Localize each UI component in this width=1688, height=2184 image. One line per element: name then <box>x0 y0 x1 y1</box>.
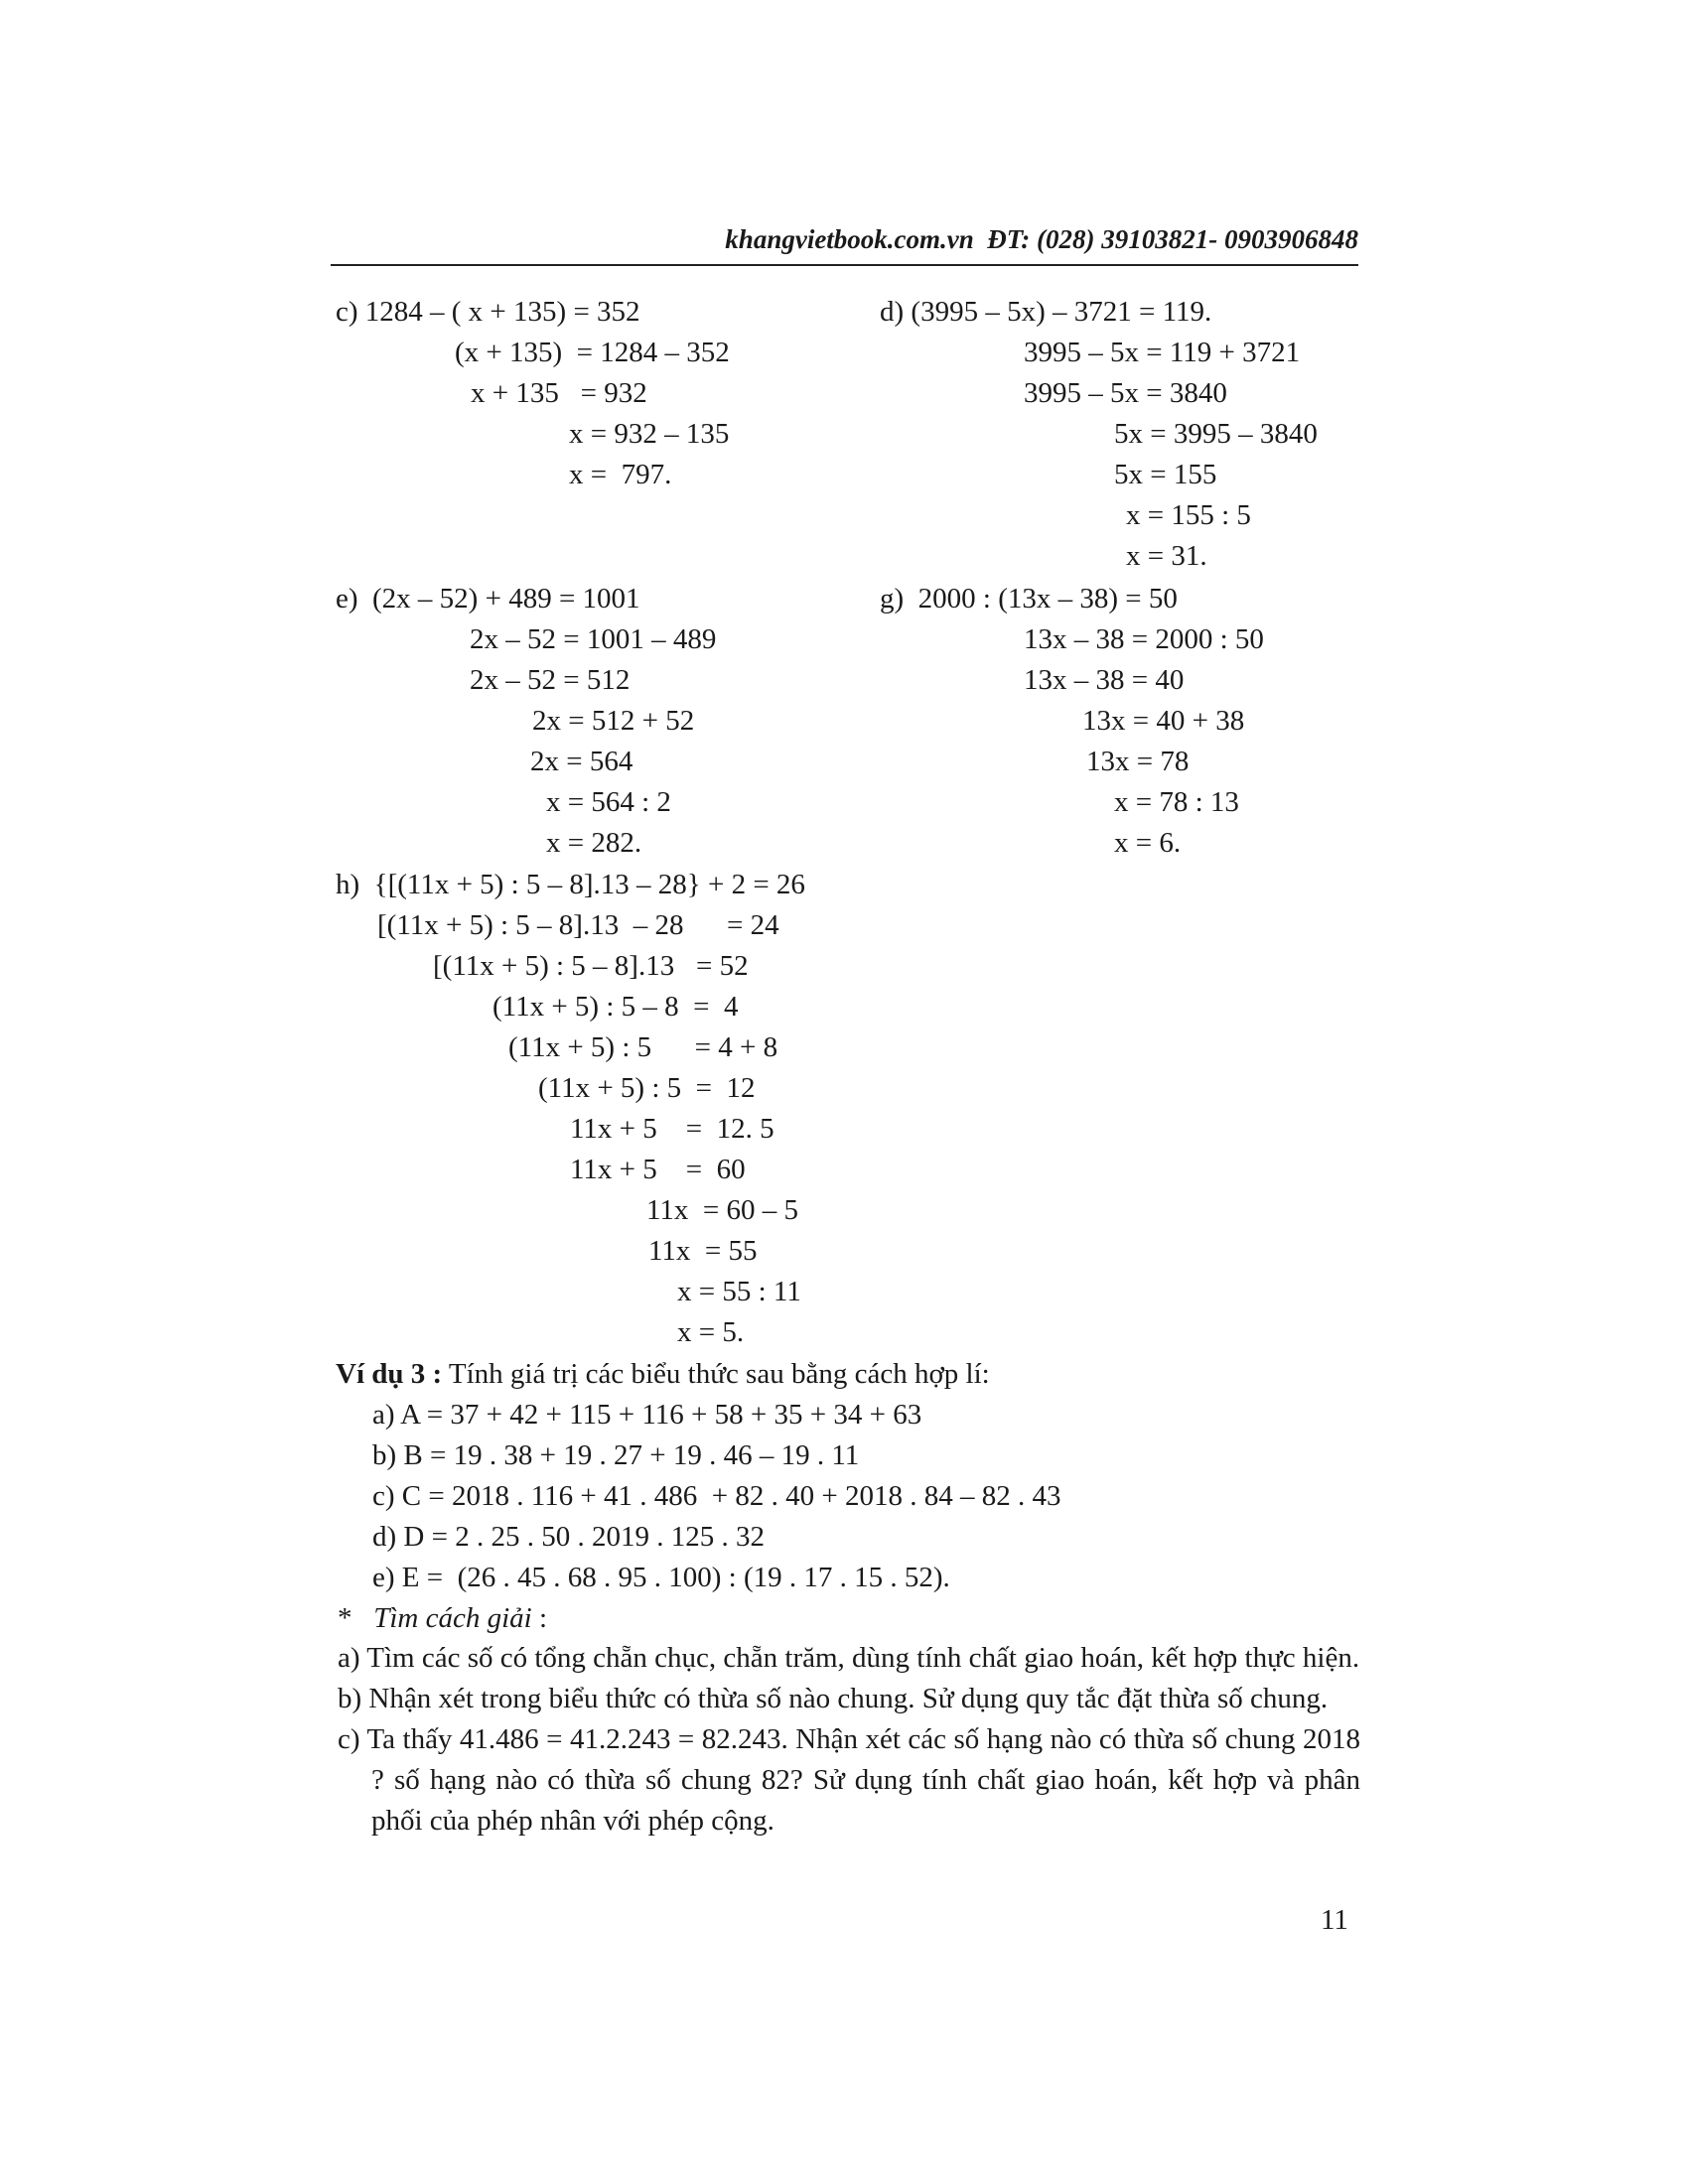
step-line: x = 5. <box>677 1316 745 1348</box>
star-marker: * <box>338 1602 352 1634</box>
example-item: a) A = 37 + 42 + 115 + 116 + 58 + 35 + 34 + 63 <box>372 1399 922 1431</box>
step-line: 2x = 564 <box>530 746 633 777</box>
step-line: 5x = 155 <box>1114 459 1217 490</box>
example-item: d) D = 2 . 25 . 50 . 2019 . 125 . 32 <box>372 1521 765 1553</box>
step-line: 11x = 55 <box>648 1235 758 1267</box>
example-3-title: Ví dụ 3 : <box>336 1358 443 1390</box>
hint-c: c) Ta thấy 41.486 = 41.2.243 = 82.243. Nhận xét các số hạng nào có thừa số chung 2018 ? số hạng nào có thừa số chung 82? Sử dụng tính chất giao hoán, kết hợp và phân phối của phép nhân với phép cộng. <box>338 1723 1360 1837</box>
example-item: e) E = (26 . 45 . 68 . 95 . 100) : (19 . 17 . 15 . 52). <box>372 1562 950 1593</box>
step-line: 3995 – 5x = 3840 <box>1024 377 1227 409</box>
step-line: 11x + 5 = 60 <box>570 1154 746 1185</box>
step-line: h) {[(11x + 5) : 5 – 8].13 – 28} + 2 = 26 <box>336 869 805 900</box>
step-line: x = 6. <box>1114 827 1182 859</box>
step-line: g) 2000 : (13x – 38) = 50 <box>880 583 1178 614</box>
step-line: x = 55 : 11 <box>677 1276 801 1307</box>
hint-b: b) Nhận xét trong biểu thức có thừa số nào chung. Sử dụng quy tắc đặt thừa số chung. <box>338 1683 1329 1714</box>
step-line: c) 1284 – ( x + 135) = 352 <box>336 296 640 328</box>
step-line: (11x + 5) : 5 – 8 = 4 <box>492 991 739 1023</box>
step-line: (x + 135) = 1284 – 352 <box>455 337 730 368</box>
step-line: d) (3995 – 5x) – 3721 = 119. <box>880 296 1212 328</box>
step-line: (11x + 5) : 5 = 4 + 8 <box>508 1031 778 1063</box>
step-line: x = 932 – 135 <box>569 418 730 450</box>
step-line: 13x = 78 <box>1086 746 1190 777</box>
step-line: x = 282. <box>546 827 642 859</box>
step-line: 13x – 38 = 40 <box>1024 664 1185 696</box>
step-line: x + 135 = 932 <box>471 377 647 409</box>
example-3-heading <box>336 1357 990 1391</box>
step-line: 13x – 38 = 2000 : 50 <box>1024 623 1264 655</box>
header-site: khangvietbook.com.vn <box>725 224 974 254</box>
step-line: [(11x + 5) : 5 – 8].13 – 28 = 24 <box>377 909 779 941</box>
page-number: 11 <box>1321 1904 1348 1936</box>
step-line: 3995 – 5x = 119 + 3721 <box>1024 337 1301 368</box>
step-line: 5x = 3995 – 3840 <box>1114 418 1318 450</box>
solution-heading-text: Tìm cách giải <box>373 1602 532 1634</box>
step-line: [(11x + 5) : 5 – 8].13 = 52 <box>433 950 749 982</box>
step-line: 2x = 512 + 52 <box>532 705 695 737</box>
step-line: 13x = 40 + 38 <box>1082 705 1245 737</box>
step-line: x = 155 : 5 <box>1126 499 1251 531</box>
step-line: x = 564 : 2 <box>546 786 671 818</box>
step-line: 11x = 60 – 5 <box>646 1194 799 1226</box>
step-line: x = 31. <box>1126 540 1207 572</box>
header-phone: ĐT: (028) 39103821- 0903906848 <box>987 224 1358 254</box>
step-line: x = 797. <box>569 459 672 490</box>
step-line: x = 78 : 13 <box>1114 786 1239 818</box>
solution-hints <box>338 1638 1360 1842</box>
step-line: 2x – 52 = 512 <box>470 664 631 696</box>
step-line: (11x + 5) : 5 = 12 <box>538 1072 756 1104</box>
page-header <box>331 224 1358 266</box>
step-line: e) (2x – 52) + 489 = 1001 <box>336 583 640 614</box>
example-item: b) B = 19 . 38 + 19 . 27 + 19 . 46 – 19 . 11 <box>372 1439 860 1471</box>
solution-heading-suffix: : <box>531 1602 548 1634</box>
example-3-intro: Tính giá trị các biểu thức sau bằng cách hợp lí: <box>442 1358 990 1390</box>
step-line: 2x – 52 = 1001 – 489 <box>470 623 717 655</box>
step-line: 11x + 5 = 12. 5 <box>570 1113 774 1145</box>
hint-a: a) Tìm các số có tổng chẵn chục, chẵn trăm, dùng tính chất giao hoán, kết hợp thực hiện. <box>338 1642 1360 1674</box>
solution-heading <box>338 1601 547 1635</box>
example-item: c) C = 2018 . 116 + 41 . 486 + 82 . 40 + 2018 . 84 – 82 . 43 <box>372 1480 1061 1512</box>
